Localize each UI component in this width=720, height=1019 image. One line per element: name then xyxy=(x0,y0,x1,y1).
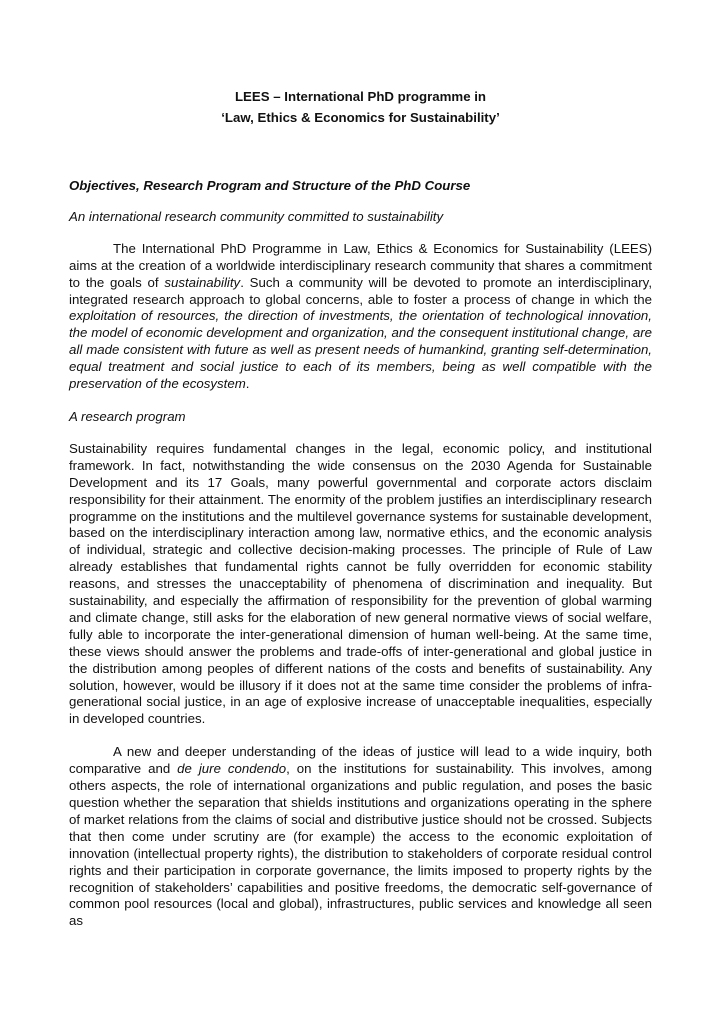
paragraph-justice-text-1: A new and deeper understanding of the ideas of justice will lead to a wide inquiry, both comparative and xyxy=(69,744,652,777)
paragraph-justice-text-2: , on the institutions for sustainability. This involves, among others aspects, the role of international organizations and public regulation, and poses the basic question whether the separation that shields institutions and organizations operating in the sphere of market relations from the claims of social and distributive justice should not be crossed. Subjects that then come under scrutiny are (for example) the access to the economic exploitation of innovation (intellectual property rights), the distribution to stakeholders of corporate residual control rights and their participation in corporate governance, the limits imposed to property rights by the recognition of stakeholders’ capabilities and positive freedoms, the democratic self-governance of common pool resources (local and global), infrastructures, public services and knowledge all seen as xyxy=(69,761,652,929)
paragraph-intro xyxy=(69,241,652,393)
paragraph-intro-italic-2: exploitation of resources, the direction of investments, the orientation of technological innovation, the model of economic development and organization, and the consequent institutional change, are all made consistent with future as well as present needs of humankind, granting self-determination, equal treatment and social justice to each of its members, being as well compatible with the preservation of the ecosystem xyxy=(69,308,652,392)
document-page xyxy=(69,86,652,946)
paragraph-research-program: Sustainability requires fundamental changes in the legal, economic policy, and institutional framework. In fact, notwithstanding the wide consensus on the 2030 Agenda for Sustainable Development and its 17 Goals, many powerful governmental and corporate actors disclaim responsibility for their attainment. The enormity of the problem justifies an interdisciplinary research programme on the institutions and the multilevel governance systems for sustainable development, based on the interdisciplinary interaction among law, normative ethics, and the economic analysis of individual, strategic and collective decision-making processes. The principle of Rule of Law already establishes that fundamental rights cannot be fully overridden for economic stability reasons, and stresses the unacceptability of phenomena of discrimination and inequality. But sustainability, and especially the affirmation of responsibility for the prevention of global warming and climate change, still asks for the elaboration of new general normative views of social welfare, fully able to incorporate the inter-generational dimension of human well-being. At the same time, these views should answer the problems and trade-offs of inter-generational and global justice in the distribution among peoples of different nations of the costs and benefits of sustainability. Any solution, however, would be illusory if it does not at the same time consider the problems of infra-generational social justice, in an age of explosive increase of unacceptable inequalities, especially in developed countries. xyxy=(69,440,652,727)
section-heading: Objectives, Research Program and Structure of the PhD Course xyxy=(69,178,471,193)
subheading-research-program: A research program xyxy=(69,408,186,424)
paragraph-intro-text-1: The International PhD Programme in Law, Ethics & Economics for Sustainability (LEES) aims at the creation of a worldwide interdisciplinary research community that shares a commitment to the goals of xyxy=(69,240,652,290)
title-block xyxy=(69,86,652,128)
paragraph-justice xyxy=(69,744,652,930)
paragraph-intro-text-2: . Such a community will be devoted to promote an interdisciplinary, integrated research approach to global concerns, able to foster a process of change in which the xyxy=(69,274,652,307)
paragraph-justice-italic-1: de jure condendo xyxy=(177,761,287,777)
document-title-line-2: ‘Law, Ethics & Economics for Sustainability’ xyxy=(221,110,500,125)
paragraph-intro-italic-1: sustainability xyxy=(164,274,241,290)
paragraph-intro-text-3: . xyxy=(245,376,250,392)
document-title-line-1: LEES – International PhD programme in xyxy=(234,89,487,104)
subheading-community: An international research community committed to sustainability xyxy=(69,208,444,224)
